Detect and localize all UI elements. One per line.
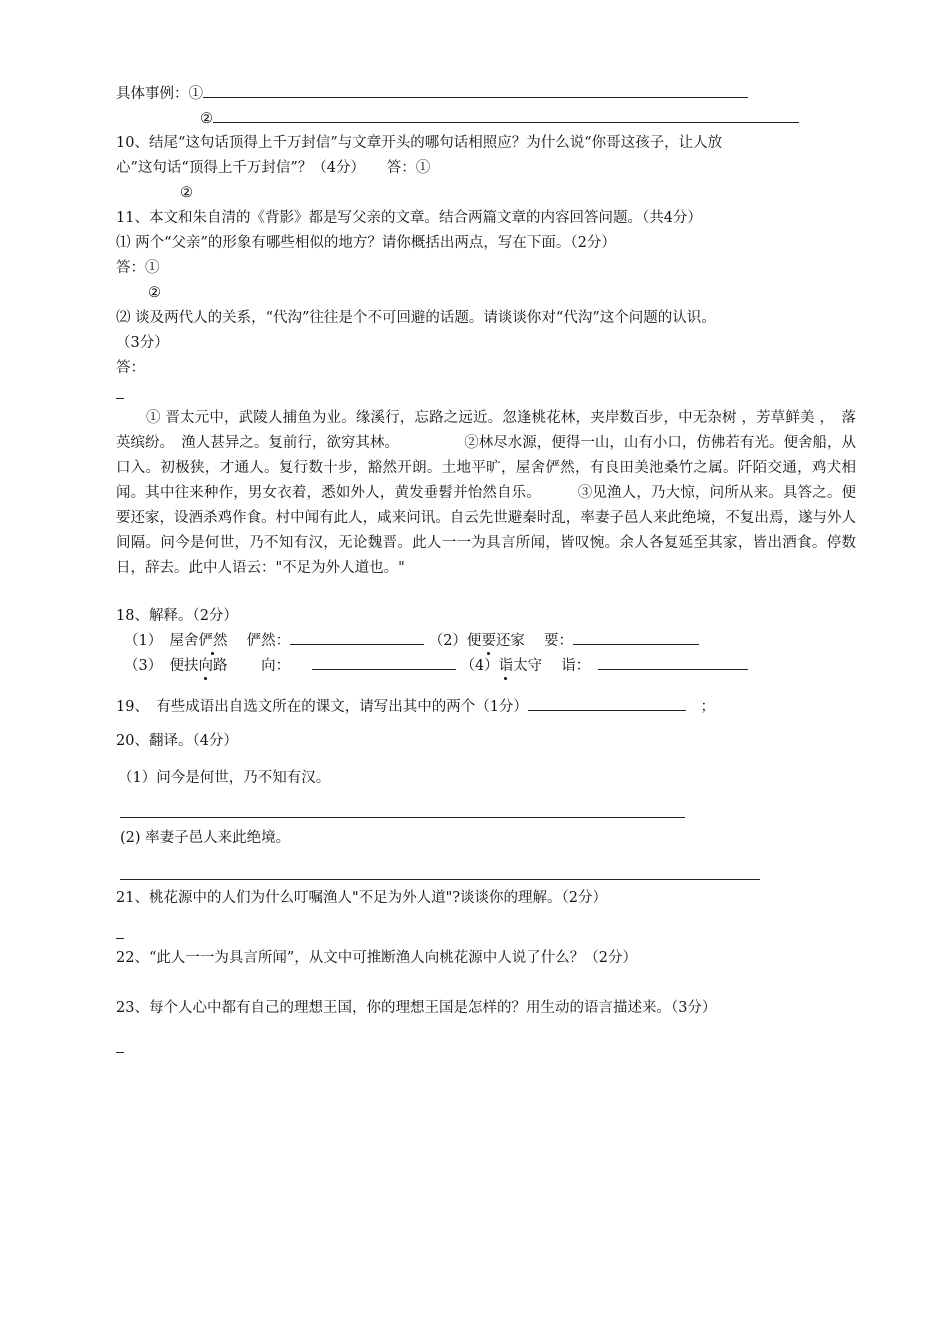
q18-blank-1[interactable] [290,630,424,645]
q18-item4-word: 诣： [561,658,584,674]
q18-item2-num: （2）便 [428,633,482,649]
q18-item4-key: 诣 [498,658,514,674]
q18-blank-2[interactable] [573,630,699,645]
q10-item-2: ② [180,185,193,201]
q20-sentence-2: (2) 率妻子邑人来此绝境。 [120,830,291,846]
q18-item4-num: （4） [460,658,499,674]
q11-title: 11、本文和朱自清的《背影》都是写父亲的文章。结合两篇文章的内容回答问题。（共4分） [116,210,702,226]
q11-sub2-score: （3分） [116,335,169,351]
q20-title: 20、翻译。（4分） [116,733,238,749]
q11-sub2: ⑵ 谈及两代人的关系，“代沟”往往是个不可回避的话题。请谈谈你对“代沟”这个问题的认识。 [116,310,716,326]
q18-item2-word: 要： [544,633,574,649]
q18-item3-key: 向 [198,658,213,674]
q11-answer-2: 答： [116,360,145,376]
q19-blank[interactable] [528,696,686,711]
q19-text: 19、 有些成语出自选文所在的课文，请写出其中的两个（1分） [116,699,528,715]
q18-row-2 [124,655,748,676]
q20-sentence-1: （1）问今是何世，乃不知有汉。 [118,770,331,786]
q18-item3-post: 路 [212,658,228,674]
q18-item1-word: 俨然： [246,633,291,649]
passage-part-2: ②林尽水源，便得一山，山有小口，仿佛若有光。便舍船，从口入。初极狭，才通人。复行数十步，豁然开朗。土地平旷，屋舍俨然，有良田美池桑竹之属。阡陌交通，鸡犬相闻。其中往来种作，男女衣着，悉如外人，黄发垂髫并怡然自乐。 [116,435,857,501]
q11-sub1: ⑴ 两个“父亲”的形象有哪些相似的地方？请你概括出两点，写在下面。（2分） [116,235,616,251]
q20-answer-line-1[interactable] [120,817,685,818]
passage [116,406,856,581]
q19-end: ； [700,699,715,715]
q9-item2: ② [200,111,213,127]
answer-dash [116,938,124,939]
passage-part-1: ① 晋太元中，武陵人捕鱼为业。缘溪行，忘路之远近。忽逢桃花林，夹岸数百步，中无杂树 ，芳草鲜美 ， 落英缤纷。 渔人甚异之。复前行，欲穷其林。 [116,410,856,451]
q9-example-line-1 [116,83,748,104]
q19-line [116,696,715,717]
passage-part-3: ③见渔人，乃大惊，问所从来。具答之。便要还家，设酒杀鸡作食。村中闻有此人，咸来问讯。自云先世避秦时乱，率妻子邑人来此绝境，不复出焉，遂与外人间隔。问今是何世，乃不知有汉，无论魏晋。此人一一为具言所闻，皆叹惋。余人各复延至其家，皆出酒食。停数日，辞去。此中人语云："不足为外人道也。" [116,485,857,576]
q22-text: 22、“此人一一为具言所闻”，从文中可推断渔人向桃花源中人说了什么？（2分） [116,950,637,966]
q9-answer-blank-2[interactable] [213,108,799,123]
q18-blank-3[interactable] [312,655,456,670]
q20-answer-line-2[interactable] [120,879,760,880]
q18-item3-num: （3） [124,658,155,674]
q10-line-1: 10、结尾“这句话顶得上千万封信”与文章开头的哪句话相照应？为什么说“你哥这孩子，让人放 [116,135,723,151]
q9-label: 具体事例：① [116,86,203,102]
q23-text: 23、每个人心中都有自己的理想王国，你的理想王国是怎样的？用生动的语言描述来。（3分） [116,1000,717,1016]
q18-item1-num: （1） [124,633,155,649]
q9-example-line-2 [200,108,799,129]
q18-item2-key: 要 [481,633,496,649]
q18-blank-4[interactable] [598,655,748,670]
q18-item3-word: 向： [261,658,283,674]
q18-row-1 [124,630,699,651]
q21-text: 21、桃花源中的人们为什么叮嘱渔人"不足为外人道"?谈谈你的理解。（2分） [116,890,608,906]
q11-answer-1a: 答：① [116,260,160,276]
q18-item3-pre: 便扶 [169,658,199,674]
q18-item1-key: 俨然 [198,633,228,649]
q9-answer-blank-1[interactable] [203,83,748,98]
q10-line-2: 心”这句话“顶得上千万封信”？（4分） 答：① [116,160,431,176]
q18-title: 18、解释。（2分） [116,608,238,624]
q11-answer-1b: ② [148,285,161,301]
answer-dash [116,1052,124,1053]
answer-dash [116,398,124,399]
q18-item4-post: 太守 [513,658,543,674]
q18-item1-pre: 屋舍 [169,633,199,649]
q18-item2-post: 还家 [495,633,525,649]
